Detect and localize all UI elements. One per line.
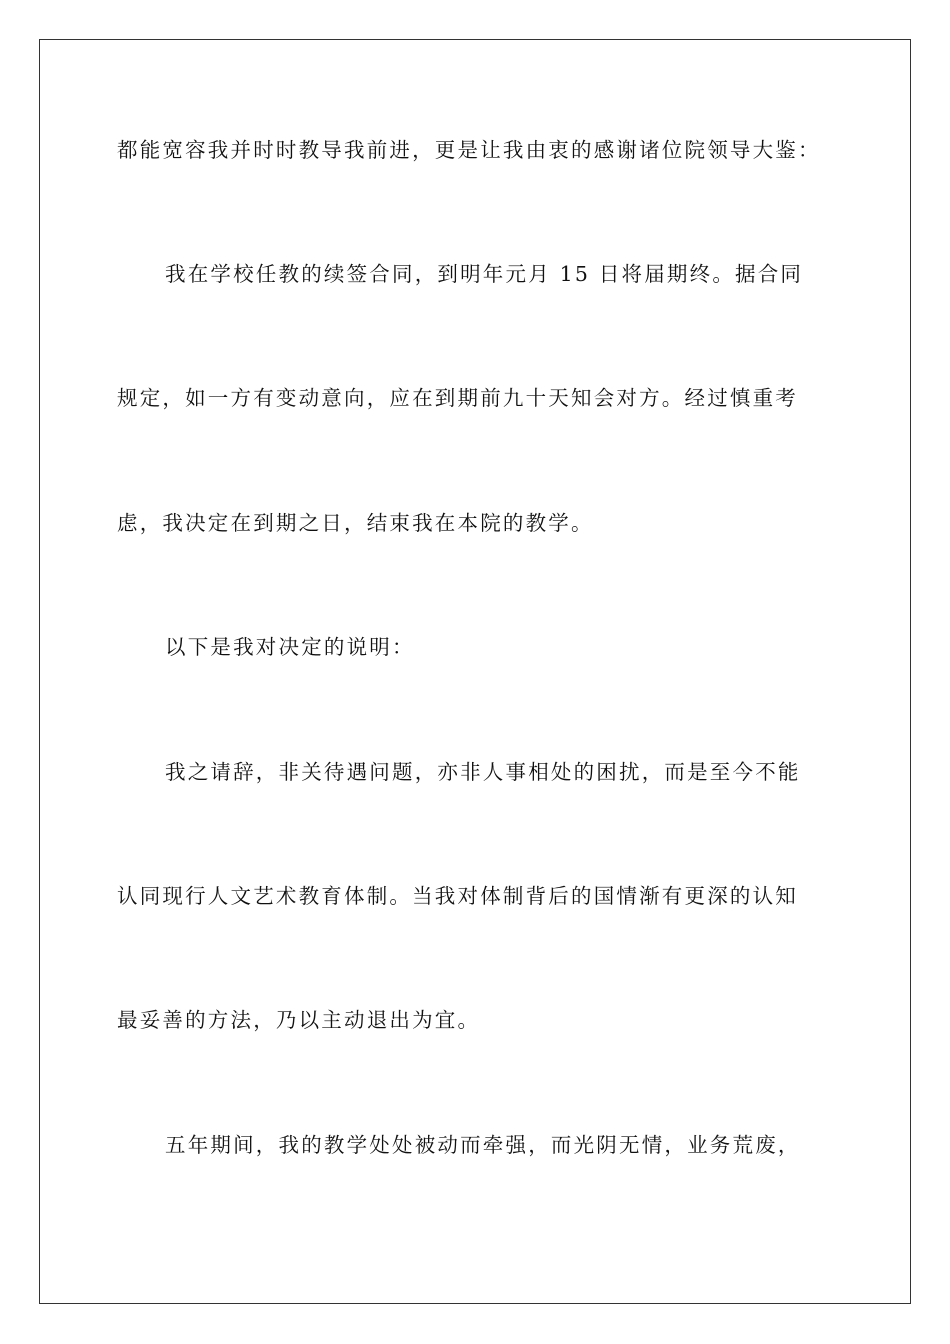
text-line-8: 最妥善的方法，乃以主动退出为宜。: [117, 1008, 481, 1032]
text-line-9: 五年期间，我的教学处处被动而牵强，而光阴无情，业务荒废，: [165, 1133, 801, 1157]
page-border: [39, 39, 911, 1304]
text-line-6: 我之请辞，非关待遇问题，亦非人事相处的困扰，而是至今不能: [165, 760, 801, 784]
text-line-1: 都能宽容我并时时教导我前进，更是让我由衷的感谢诸位院领导大鉴：: [117, 138, 821, 162]
text-line-2: 我在学校任教的续签合同，到明年元月 15 日将届期终。据合同: [165, 262, 804, 286]
text-line-4: 虑，我决定在到期之日，结束我在本院的教学。: [117, 511, 594, 535]
text-line-5: 以下是我对决定的说明：: [165, 635, 415, 659]
text-line-3: 规定，如一方有变动意向，应在到期前九十天知会对方。经过慎重考: [117, 386, 798, 410]
text-line-7: 认同现行人文艺术教育体制。当我对体制背后的国情渐有更深的认知: [117, 884, 798, 908]
